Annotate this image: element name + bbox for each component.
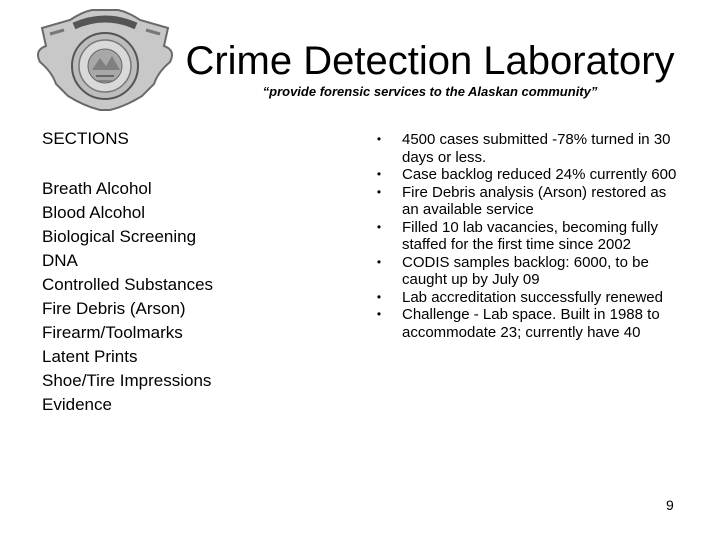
page-title: Crime Detection Laboratory — [185, 39, 675, 83]
bullet-icon: • — [376, 219, 382, 234]
section-item: Controlled Substances — [42, 275, 214, 294]
sections-heading: SECTIONS — [42, 129, 129, 148]
bullet-icon: • — [376, 132, 382, 146]
bullet-icon: • — [376, 307, 382, 321]
section-item: DNA — [42, 251, 78, 270]
trooper-badge-icon — [30, 6, 180, 112]
section-item: Breath Alcohol — [42, 179, 152, 198]
bullet-item — [374, 306, 682, 341]
section-item: Fire Debris (Arson) — [42, 299, 186, 318]
section-item: Evidence — [42, 395, 112, 414]
bullet-item — [374, 184, 682, 219]
bullet-item — [374, 166, 682, 184]
page-number: 9 — [666, 497, 674, 513]
section-item: Biological Screening — [42, 227, 197, 246]
bullet-icon: • — [376, 167, 382, 181]
section-item: Latent Prints — [42, 347, 138, 366]
bullet-icon: • — [376, 289, 382, 304]
bullet-text: Filled 10 lab vacancies, becoming fully staffed for the first time since 2002 — [402, 218, 658, 253]
bullet-item — [374, 289, 682, 307]
bullet-text: Challenge - Lab space. Built in 1988 to accommodate 23; currently have 40 — [402, 306, 660, 341]
bullet-item — [374, 219, 682, 254]
sections-list — [42, 177, 213, 417]
bullet-text: Lab accreditation successfully renewed — [402, 288, 663, 306]
accomplishments-list — [374, 131, 682, 341]
bullet-icon: • — [376, 184, 382, 199]
section-item: Firearm/Toolmarks — [42, 323, 183, 342]
bullet-text: Fire Debris analysis (Arson) restored as an available service — [402, 183, 667, 218]
bullet-text: CODIS samples backlog: 6000, to be caught up by July 09 — [402, 253, 649, 288]
bullet-text: 4500 cases submitted -78% turned in 30 days or less. — [402, 131, 671, 166]
bullet-item — [374, 254, 682, 289]
section-item: Shoe/Tire Impressions — [42, 371, 212, 390]
bullet-icon: • — [376, 254, 382, 269]
bullet-item — [374, 131, 682, 166]
bullet-text: Case backlog reduced 24% currently 600 — [402, 166, 677, 183]
section-item: Blood Alcohol — [42, 203, 146, 222]
subtitle: “provide forensic services to the Alaskan community” — [262, 84, 598, 99]
